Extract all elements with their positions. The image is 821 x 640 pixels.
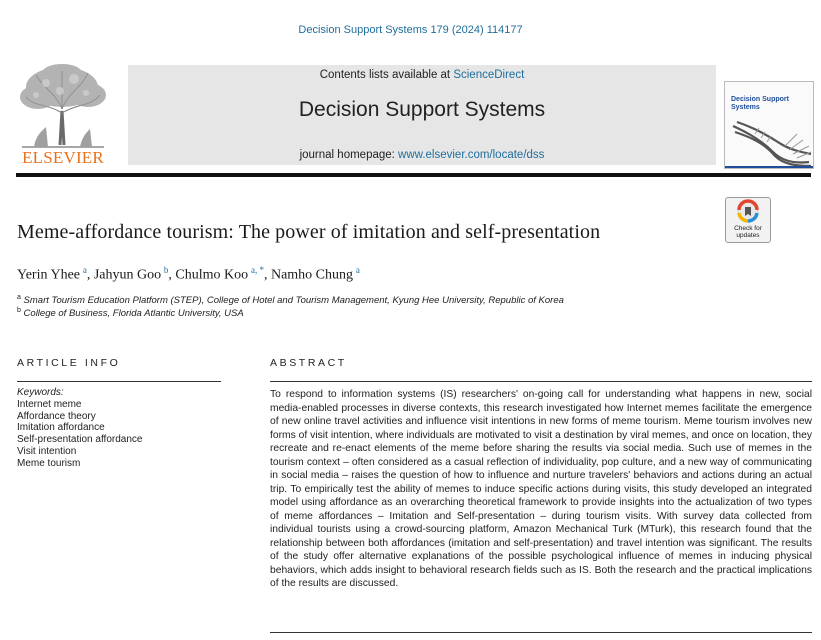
journal-reference[interactable]	[0, 24, 821, 36]
check-for-updates-button[interactable]	[725, 197, 771, 243]
abstract-text: To respond to information systems (IS) researchers' on-going call for understanding what happens in new, social media-enabled processes in diverse contexts, this research investigated how Internet memes facilitate the emergence of new online travel activities and influence visit intentions in new forms of meme tourism. Meme tourism involves new forms of visit intention, where individuals are motivated to visit a destination by viral memes, and once on location, they recreate and re-enact elements of the meme before sharing the results via social media. Such use of memes in the tourism context – often considered as a casual reflection of individuality, pop culture, and a new way of communicating in social media – raises the question of how to influence and nurture travelers' behaviors and actions during an actual trip. To empirically test the ability of memes to induce specific actions during visits, this study developed an integrated model using affordance as an overarching theoretical framework to provide insights into the actualization of two types of meme affordances – Imitation and Self-presentation – during tourism visits. With survey data collected from individual tourists using a crowd-sourcing platform, Amazon Mechanical Turk (MTurk), this research found that the relationship between both affordances (imitation and self-presentation) and travel intention was significant. The results of the study offer alternative explanations of the possible psychological influence of memes in inducing physical behaviors, which adds insight to behavioral research fields such as IS. Both the research and the practical implications of the results are discussed.	[270, 389, 812, 589]
sciencedirect-link[interactable]: ScienceDirect	[453, 69, 525, 81]
keyword-item: Self-presentation affordance	[17, 434, 143, 446]
elsevier-wordmark: ELSEVIER	[22, 148, 104, 167]
author-name[interactable]: Yerin Yhee	[17, 267, 80, 283]
journal-title: Decision Support Systems	[298, 98, 546, 121]
elsevier-tree-icon	[16, 63, 110, 149]
keyword-item: Imitation affordance	[17, 422, 105, 434]
check-updates-line2: updates	[736, 232, 760, 239]
homepage-line	[128, 149, 716, 161]
contents-line	[128, 69, 716, 81]
author-affiliation-mark[interactable]: a, *	[250, 265, 264, 275]
keywords-label: Keywords:	[17, 387, 64, 398]
author-list: Yerin Yhee $^a$, Jahyun Goo $^b$, Chulmo Koo $^{a, *}$, Namho Chung $^a$	[17, 265, 360, 283]
abstract-bottom-divider	[270, 632, 812, 633]
journal-info-box	[128, 65, 716, 165]
article-info-divider	[17, 381, 221, 382]
affiliation-text: College of Business, Florida Atlantic University, USA	[23, 308, 244, 320]
author-affiliation-mark[interactable]: a	[355, 265, 360, 275]
keyword-item: Affordance theory	[17, 410, 96, 422]
check-updates-line1: Check for	[734, 225, 762, 232]
header-divider	[16, 173, 811, 177]
journal-cover-thumbnail[interactable]	[724, 81, 814, 169]
abstract-divider	[270, 381, 812, 382]
author-name[interactable]: Jahyun Goo	[93, 267, 162, 283]
contents-prefix: Contents lists available at	[319, 69, 454, 81]
author-affiliation-mark[interactable]: a	[82, 265, 87, 275]
check-updates-label	[726, 225, 770, 239]
cover-rope-image	[725, 82, 813, 168]
elsevier-logo	[16, 63, 110, 167]
cover-title-line1: Decision Support	[731, 96, 789, 103]
homepage-prefix: journal homepage:	[299, 149, 399, 161]
homepage-link[interactable]: www.elsevier.com/locate/dss	[398, 149, 545, 161]
journal-reference-link[interactable]: Decision Support Systems 179 (2024) 114177	[298, 24, 523, 36]
article-info-heading: ARTICLE INFO	[17, 357, 121, 369]
author-name[interactable]: Namho Chung	[270, 267, 354, 283]
paper-title: Meme-affordance tourism: The power of imitation and self-presentation	[17, 221, 601, 243]
affiliation-b	[17, 307, 244, 319]
keyword-item: Internet meme	[17, 398, 82, 410]
affiliation-mark: b	[17, 307, 21, 314]
check-updates-icon	[726, 198, 770, 226]
abstract-heading: ABSTRACT	[270, 357, 347, 369]
journal-header	[16, 63, 811, 167]
keyword-item: Visit intention	[17, 445, 77, 457]
affiliation-mark: a	[17, 294, 21, 301]
cover-title-line2: Systems	[731, 104, 760, 111]
keywords-section	[17, 387, 142, 470]
author-name[interactable]: Chulmo Koo	[175, 267, 249, 283]
affiliation-text: Smart Tourism Education Platform (STEP), College of Hotel and Tourism Management, Kyung Hee University, Republic of Korea	[23, 295, 564, 307]
keyword-item: Meme tourism	[17, 457, 81, 469]
author-affiliation-mark[interactable]: b	[163, 265, 169, 275]
affiliation-a	[17, 294, 564, 306]
